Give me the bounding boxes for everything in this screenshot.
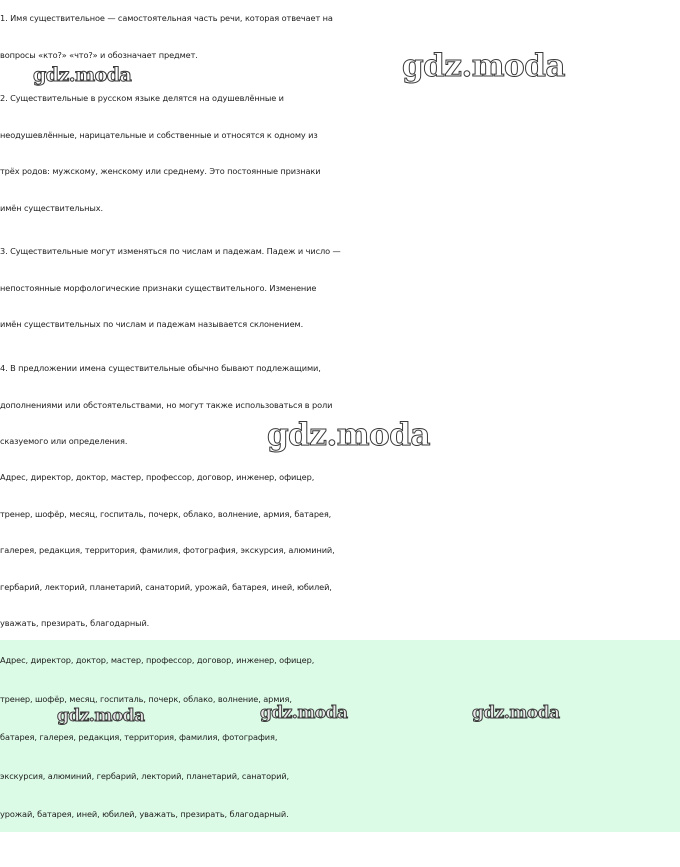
word-list-line: уважать, презирать, благодарный.: [0, 618, 150, 628]
answer-text: [0, 641, 678, 834]
paragraph-line: дополнениями или обстоятельствами, но могут также использоваться в роли: [0, 399, 333, 410]
watermark-logo: gdz.moda: [260, 703, 348, 723]
paragraph-line: 1. Имя существительное — самостоятельная часть речи, которая отвечает на: [0, 13, 333, 23]
word-list-line: галерея, редакция, территория, фамилия, фотография, экскурсия, алюминий,: [0, 545, 335, 555]
answer-line: Адрес, директор, доктор, мастер, профессор, договор, инженер, офицер,: [0, 655, 315, 665]
watermark-logo: gdz.moda: [57, 706, 145, 726]
word-list-line: тренер, шофёр, месяц, госпиталь, почерк, облако, волнение, армия, батарея,: [0, 508, 332, 519]
paragraph-line: имён существительных.: [0, 202, 104, 213]
answer-line: урожай, батарея, иней, юбилей, уважать, презирать, благодарный.: [0, 809, 289, 819]
paragraph-line: вопросы «кто?» «что?» и обозначает предмет.: [0, 49, 198, 60]
paragraph-line: трёх родов: мужскому, женскому или среднему. Это постоянные признаки: [0, 166, 321, 176]
paragraph-line: 4. В предложении имена существительные обычно бывают подлежащими,: [0, 363, 321, 373]
word-list-line: гербарий, лекторий, планетарий, санаторий, урожай, батарея, иней, юбилей,: [0, 581, 332, 592]
paragraph-3: [0, 233, 678, 343]
paragraph-line: сказуемого или определения.: [0, 436, 128, 446]
word-list-line: Адрес, директор, доктор, мастер, профессор, договор, инженер, офицер,: [0, 472, 315, 482]
paragraph-line: 3. Существительные могут изменяться по числам и падежам. Падеж и число —: [0, 246, 341, 256]
watermark-logo: gdz.moda: [402, 48, 565, 84]
answer-line: экскурсия, алюминий, гербарий, лекторий, планетарий, санаторий,: [0, 770, 290, 781]
paragraph-line: непостоянные морфологические признаки существительного. Изменение: [0, 282, 317, 293]
paragraph-line: имён существительных по числам и падежам называется склонением.: [0, 319, 304, 329]
answer-line: тренер, шофёр, месяц, госпиталь, почерк, облако, волнение, армия,: [0, 693, 292, 704]
word-list: [0, 459, 678, 642]
paragraph-line: 2. Существительные в русском языке делятся на одушевлённые и: [0, 93, 284, 103]
answer-line: батарея, галерея, редакция, территория, фамилия, фотография,: [0, 732, 278, 742]
watermark-logo: gdz.moda: [472, 703, 560, 723]
paragraph-1: [0, 0, 678, 73]
watermark-logo: gdz.moda: [33, 64, 132, 86]
watermark-logo: gdz.moda: [267, 417, 430, 453]
paragraph-line: неодушевлённые, нарицательные и собственные и относятся к одному из: [0, 129, 318, 140]
paragraph-2: [0, 80, 678, 226]
